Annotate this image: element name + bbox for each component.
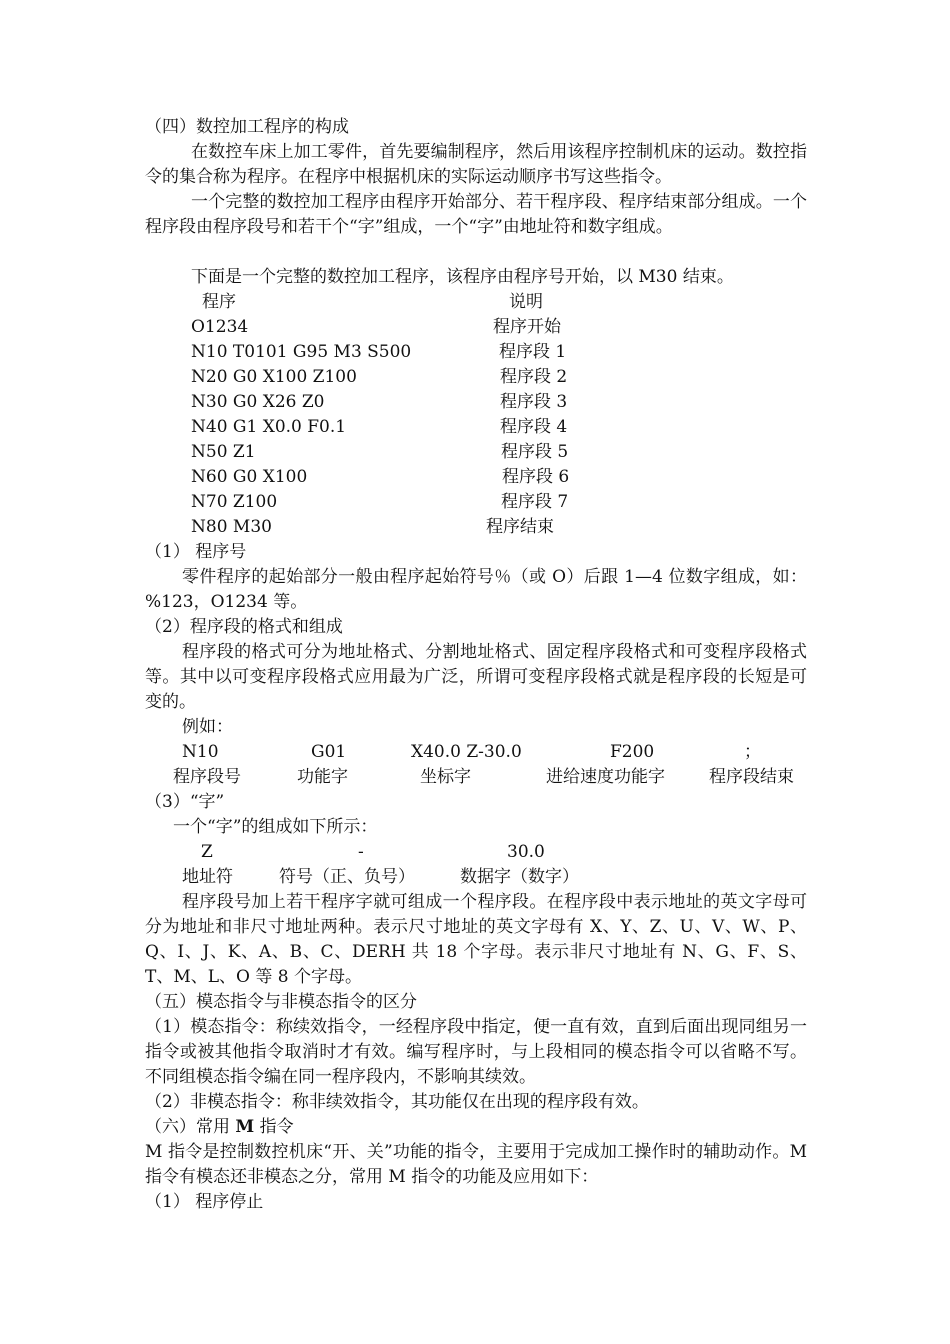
program-number-heading: （1） 程序号 — [145, 542, 247, 562]
program-column-header: 程序 — [202, 292, 236, 312]
paragraph: 程序段号加上若干程序字就可组成一个程序段。在程序段中表示地址的英文字母可分为地址和非尺寸地址两种。表示尺寸地址的英文字母有 X、Y、Z、U、V、W、P、Q、I、J、K、A、B、C、DERH 共 18 个字母。表示非尺寸地址有 N、G、F、S、T、M、L、O 等 8 个字母。 — [145, 892, 807, 987]
program-line: N80 M30 — [191, 517, 272, 537]
example-value: F200 — [610, 742, 655, 762]
program-note: 程序结束 — [486, 517, 554, 537]
section-5-heading: （五）模态指令与非模态指令的区分 — [145, 992, 417, 1012]
note-column-header: 说明 — [509, 292, 543, 312]
heading-prefix: （六）常用 — [145, 1117, 236, 1137]
example-caption: 功能字 — [297, 767, 348, 787]
paragraph: 程序段的格式可分为地址格式、分割地址格式、固定程序段格式和可变程序段格式等。其中以可变程序段格式应用最为广泛，所谓可变程序段格式就是程序段的长短是可变的。 — [145, 642, 807, 712]
example-caption: 程序段结束 — [709, 767, 794, 787]
program-line: N20 G0 X100 Z100 — [191, 367, 357, 387]
example-caption: 坐标字 — [420, 767, 471, 787]
program-line: N40 G1 X0.0 F0.1 — [191, 417, 347, 437]
example-caption: 程序段号 — [173, 767, 241, 787]
program-note: 程序段 2 — [500, 367, 568, 387]
example-caption: 进给速度功能字 — [546, 767, 665, 787]
paragraph: （1）模态指令：称续效指令，一经程序段中指定，便一直有效，直到后面出现同组另一指令或被其他指令取消时才有效。编写程序时，与上段相同的模态指令可以省略不写。不同组模态指令编在同一程序段内，不影响其续效。 — [145, 1017, 807, 1087]
example-value: X40.0 Z-30.0 — [411, 742, 522, 762]
program-note: 程序段 5 — [501, 442, 569, 462]
heading-bold: M — [235, 1117, 255, 1137]
example-value: G01 — [311, 742, 347, 762]
word-caption: 地址符 — [182, 867, 233, 887]
program-line: O1234 — [191, 317, 249, 337]
word-value: 30.0 — [507, 842, 545, 862]
program-note: 程序开始 — [493, 317, 561, 337]
program-line: N60 G0 X100 — [191, 467, 308, 487]
program-note: 程序段 1 — [499, 342, 567, 362]
example-value: N10 — [182, 742, 219, 762]
section-4-heading: （四）数控加工程序的构成 — [145, 117, 349, 137]
block-format-heading: （2）程序段的格式和组成 — [145, 617, 343, 637]
program-line: N70 Z100 — [191, 492, 278, 512]
program-note: 程序段 3 — [500, 392, 568, 412]
program-line: N30 G0 X26 Z0 — [191, 392, 325, 412]
paragraph: 下面是一个完整的数控加工程序，该程序由程序号开始，以 M30 结束。 — [191, 267, 734, 287]
word-heading: （3）“字” — [145, 792, 225, 812]
example-value: ； — [744, 742, 761, 762]
program-note: 程序段 7 — [501, 492, 569, 512]
program-note: 程序段 4 — [500, 417, 568, 437]
section-6-heading — [145, 1115, 294, 1140]
example-label: 例如： — [182, 717, 233, 737]
word-value: Z — [201, 842, 213, 862]
paragraph: M 指令是控制数控机床“开、关”功能的指令，主要用于完成加工操作时的辅助动作。M 指令有模态还非模态之分，常用 M 指令的功能及应用如下： — [145, 1142, 807, 1187]
word-value: - — [358, 842, 364, 862]
word-intro: 一个“字”的组成如下所示： — [173, 817, 378, 837]
paragraph: （2）非模态指令：称非续效指令，其功能仅在出现的程序段有效。 — [145, 1092, 649, 1112]
heading-suffix: 指令 — [254, 1117, 294, 1137]
program-note: 程序段 6 — [502, 467, 570, 487]
program-line: N50 Z1 — [191, 442, 256, 462]
program-line: N10 T0101 G95 M3 S500 — [191, 342, 412, 362]
paragraph: 一个完整的数控加工程序由程序开始部分、若干程序段、程序结束部分组成。一个程序段由程序段号和若干个“字”组成，一个“字”由地址符和数字组成。 — [145, 192, 807, 237]
word-caption: 数据字（数字） — [460, 867, 579, 887]
word-caption: 符号（正、负号） — [279, 867, 415, 887]
paragraph: 零件程序的起始部分一般由程序起始符号％（或 O）后跟 1—4 位数字组成，如：%123，O1234 等。 — [145, 567, 807, 612]
paragraph: 在数控车床上加工零件，首先要编制程序，然后用该程序控制机床的运动。数控指令的集合称为程序。在程序中根据机床的实际运动顺序书写这些指令。 — [145, 142, 807, 187]
list-item: （1） 程序停止 — [145, 1192, 264, 1212]
